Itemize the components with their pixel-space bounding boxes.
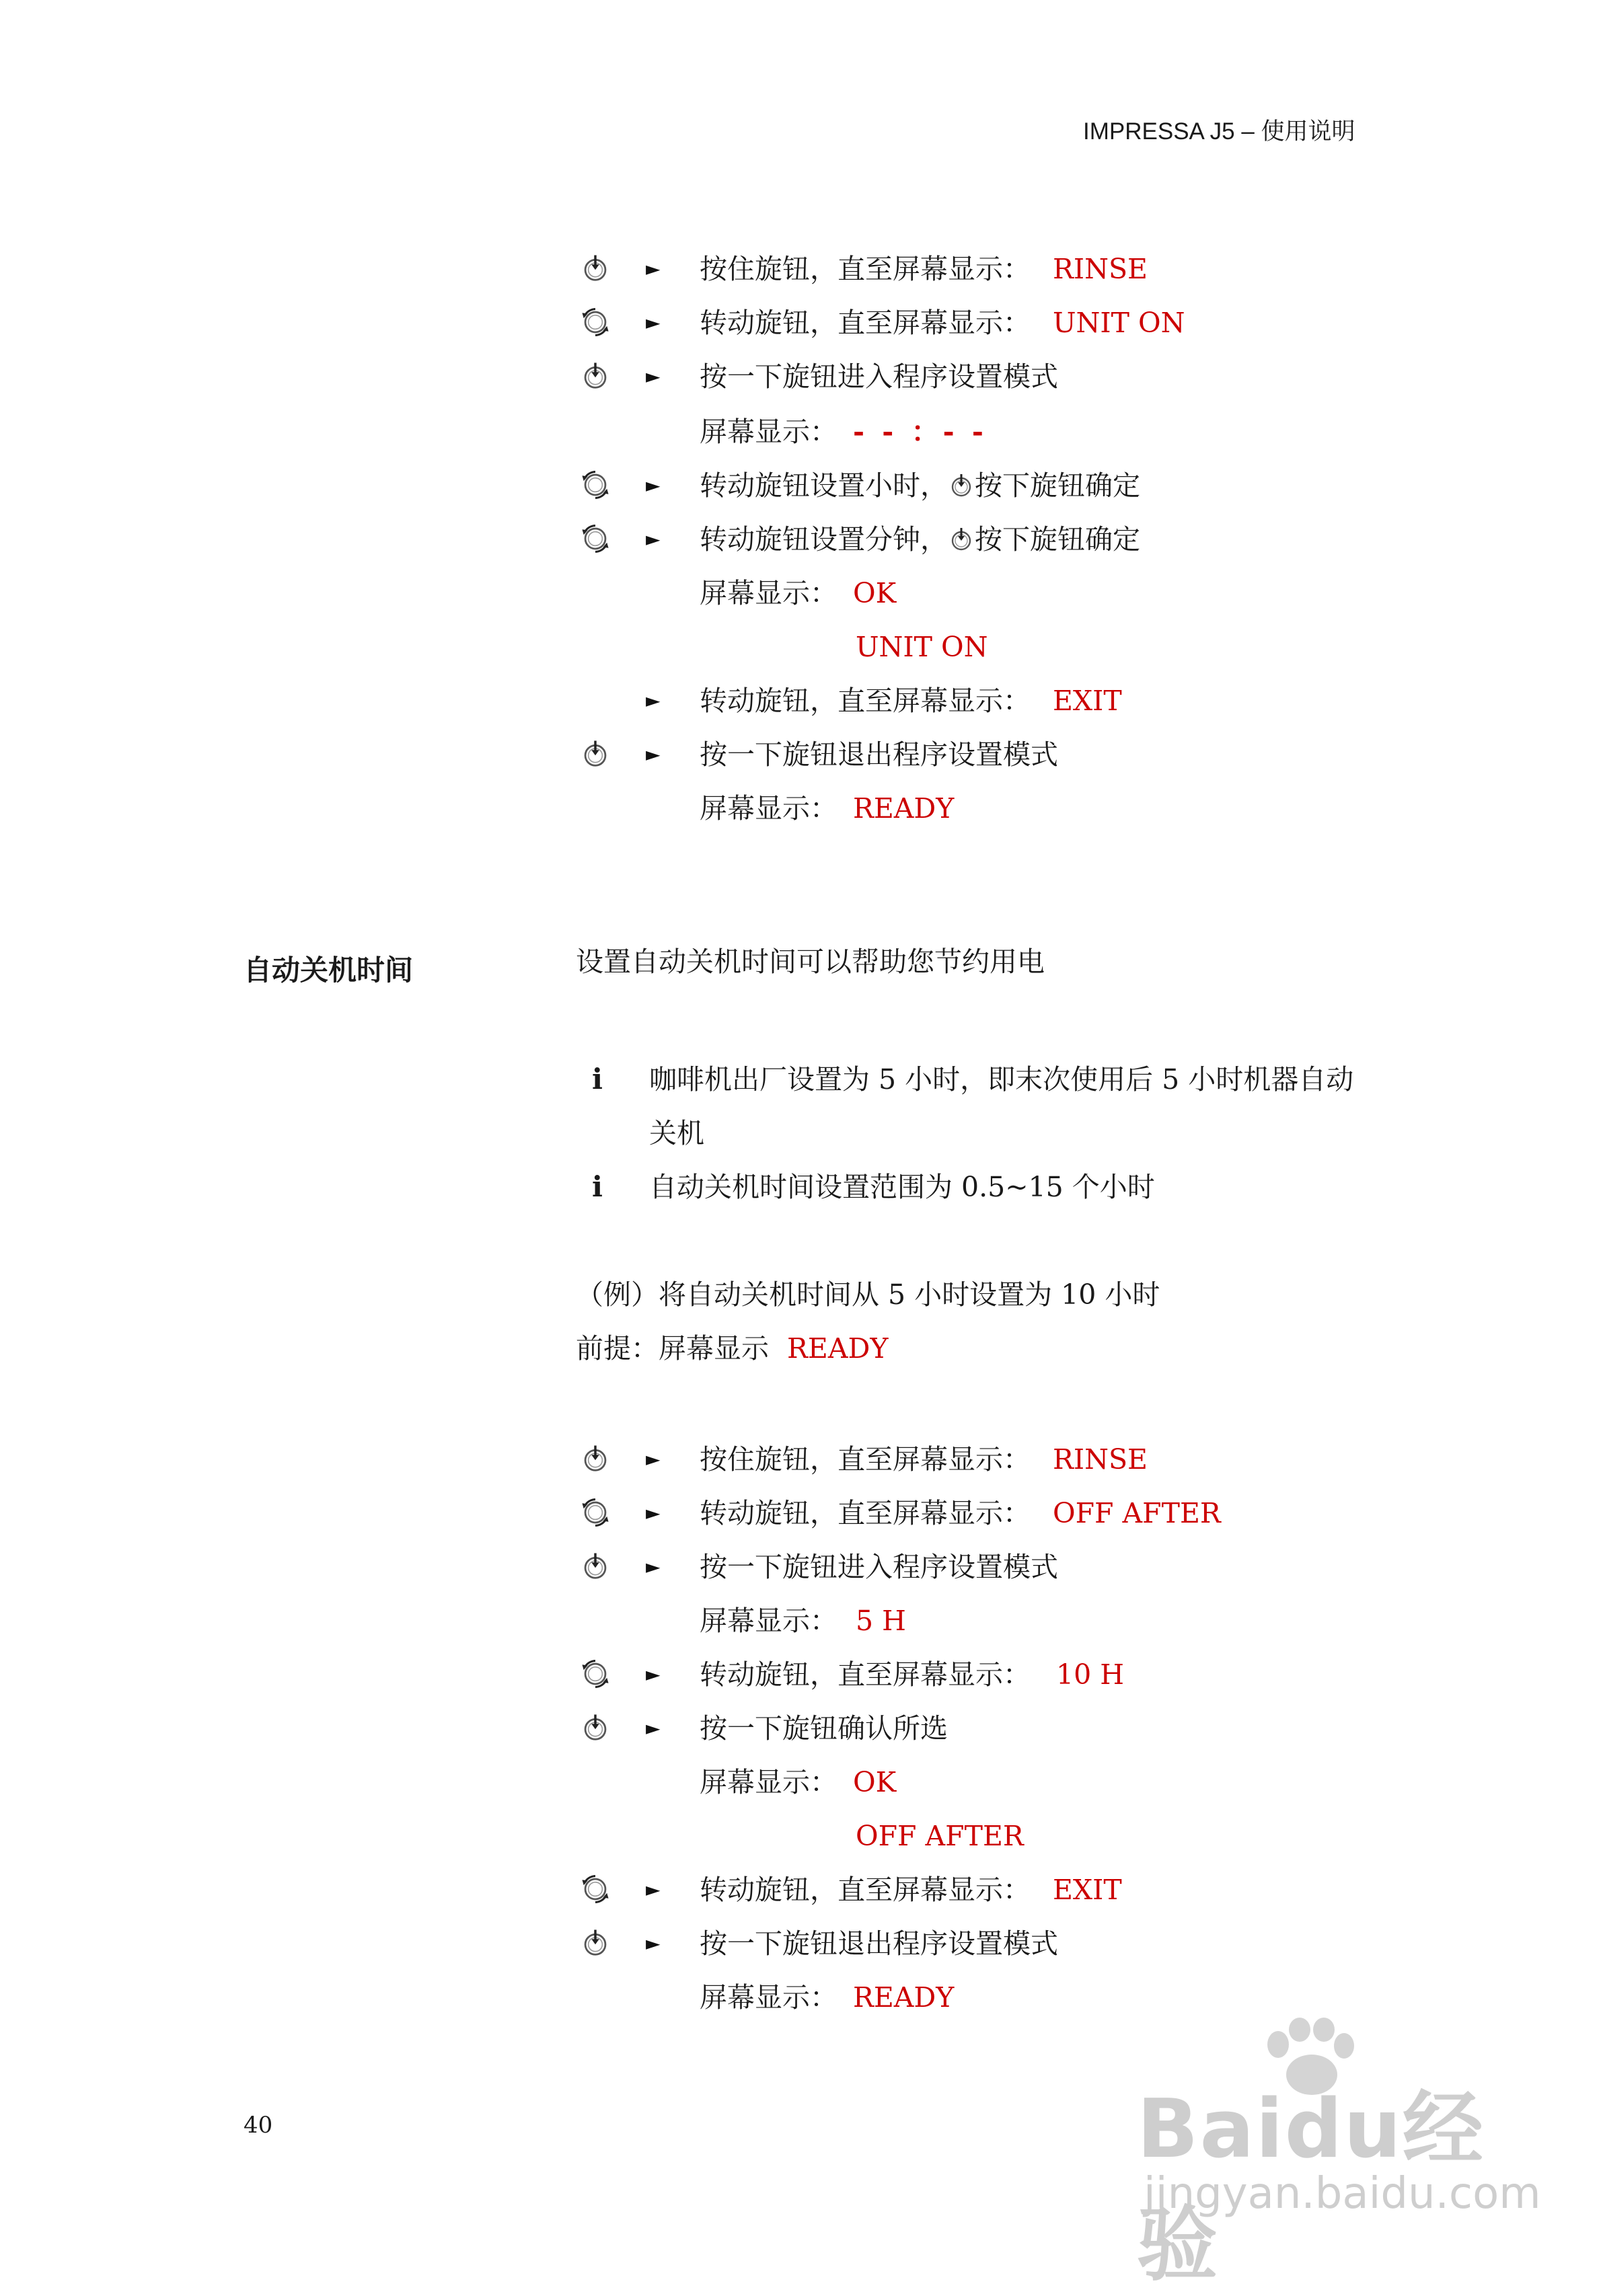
press-knob-icon (580, 1927, 611, 1958)
display-value: OFF AFTER (1053, 1497, 1221, 1529)
arrow-bullet-icon: ► (646, 1556, 661, 1578)
display-value: OK (853, 1766, 897, 1798)
arrow-bullet-icon: ► (646, 1878, 661, 1901)
section-title: 自动关机时间 (244, 954, 414, 987)
display-label: 屏幕显示： (700, 577, 837, 609)
document-header: IMPRESSA J5 – 使用说明 (1083, 118, 1355, 145)
step-label: 转动旋钮，直至屏幕显示： (700, 1497, 1031, 1529)
rotate-knob-icon (580, 1658, 611, 1689)
display-value: RINSE (1053, 253, 1148, 285)
press-knob-icon (580, 1712, 611, 1743)
press-knob-icon (580, 738, 611, 769)
press-knob-icon (580, 360, 611, 391)
section-intro: 设置自动关机时间可以帮助您节约用电 (576, 946, 1045, 978)
watermark-sub: jingyan.baidu.com (1144, 2169, 1541, 2219)
display-value: 5 H (856, 1605, 906, 1637)
display-label: 屏幕显示： (700, 1605, 837, 1637)
info-icon: i (592, 1063, 603, 1096)
info-text: 关机 (649, 1117, 704, 1149)
step-label: 按一下旋钮进入程序设置模式 (700, 360, 1058, 393)
display-value: RINSE (1053, 1443, 1148, 1476)
info-icon: i (592, 1170, 603, 1203)
arrow-bullet-icon: ► (646, 1717, 661, 1739)
precondition-label: 前提：屏幕显示 (576, 1332, 769, 1365)
arrow-bullet-icon: ► (646, 1932, 661, 1954)
step-label: 转动旋钮设置小时， 按下旋钮确定 (700, 469, 1140, 502)
step-label: 按一下旋钮进入程序设置模式 (700, 1551, 1058, 1583)
rotate-knob-icon (580, 469, 611, 500)
arrow-bullet-icon: ► (646, 258, 661, 280)
rotate-knob-icon (580, 1497, 611, 1528)
display-value: OFF AFTER (856, 1820, 1024, 1852)
arrow-bullet-icon: ► (646, 528, 661, 550)
step-label: 按一下旋钮确认所选 (700, 1712, 948, 1745)
step-label: 按住旋钮，直至屏幕显示： (700, 253, 1031, 285)
example-text: （例）将自动关机时间从 5 小时设置为 10 小时 (576, 1278, 1160, 1311)
press-knob-icon (948, 472, 975, 499)
display-value: OK (853, 577, 897, 609)
display-value: - - ：- - (853, 416, 988, 448)
display-value: READY (853, 1981, 955, 2014)
arrow-bullet-icon: ► (646, 365, 661, 387)
step-label: 转动旋钮，直至屏幕显示： (700, 685, 1031, 717)
display-value: EXIT (1053, 685, 1122, 717)
arrow-bullet-icon: ► (646, 689, 661, 712)
press-knob-icon (580, 253, 611, 284)
press-knob-icon (948, 526, 975, 553)
step-label: 转动旋钮，直至屏幕显示： (700, 307, 1031, 339)
precondition (576, 1328, 888, 1369)
display-label: 屏幕显示： (700, 1981, 837, 2014)
step-label: 按一下旋钮退出程序设置模式 (700, 1927, 1058, 1960)
page-number: 40 (244, 2112, 273, 2139)
display-label: 屏幕显示： (700, 1766, 837, 1798)
arrow-bullet-icon: ► (646, 1448, 661, 1470)
rotate-knob-icon (580, 523, 611, 554)
watermark (1137, 2018, 1541, 2292)
display-value: UNIT ON (1053, 307, 1185, 339)
display-label: 屏幕显示： (700, 416, 837, 448)
step-label: 转动旋钮，直至屏幕显示： (700, 1874, 1031, 1906)
step-label: 按一下旋钮退出程序设置模式 (700, 738, 1058, 771)
display-value: 10 H (1056, 1658, 1124, 1691)
precondition-value: READY (787, 1332, 889, 1365)
rotate-knob-icon (580, 1874, 611, 1905)
arrow-bullet-icon: ► (646, 1663, 661, 1685)
arrow-bullet-icon: ► (646, 474, 661, 496)
info-text: 自动关机时间设置范围为 0.5~15 个小时 (649, 1171, 1155, 1203)
press-knob-icon (580, 1551, 611, 1582)
info-text: 咖啡机出厂设置为 5 小时，即末次使用后 5 小时机器自动 (649, 1063, 1354, 1096)
display-value: UNIT ON (856, 631, 988, 663)
press-knob-icon (580, 1443, 611, 1474)
arrow-bullet-icon: ► (646, 743, 661, 765)
arrow-bullet-icon: ► (646, 1502, 661, 1524)
rotate-knob-icon (580, 307, 611, 338)
arrow-bullet-icon: ► (646, 311, 661, 334)
display-value: EXIT (1053, 1874, 1122, 1906)
step-label: 按住旋钮，直至屏幕显示： (700, 1443, 1031, 1476)
watermark-main: Baidu经验 (1137, 2083, 1485, 2292)
display-label: 屏幕显示： (700, 792, 837, 825)
step-label: 转动旋钮设置分钟， 按下旋钮确定 (700, 523, 1140, 556)
display-value: READY (853, 792, 955, 825)
step-label: 转动旋钮，直至屏幕显示： (700, 1658, 1031, 1691)
